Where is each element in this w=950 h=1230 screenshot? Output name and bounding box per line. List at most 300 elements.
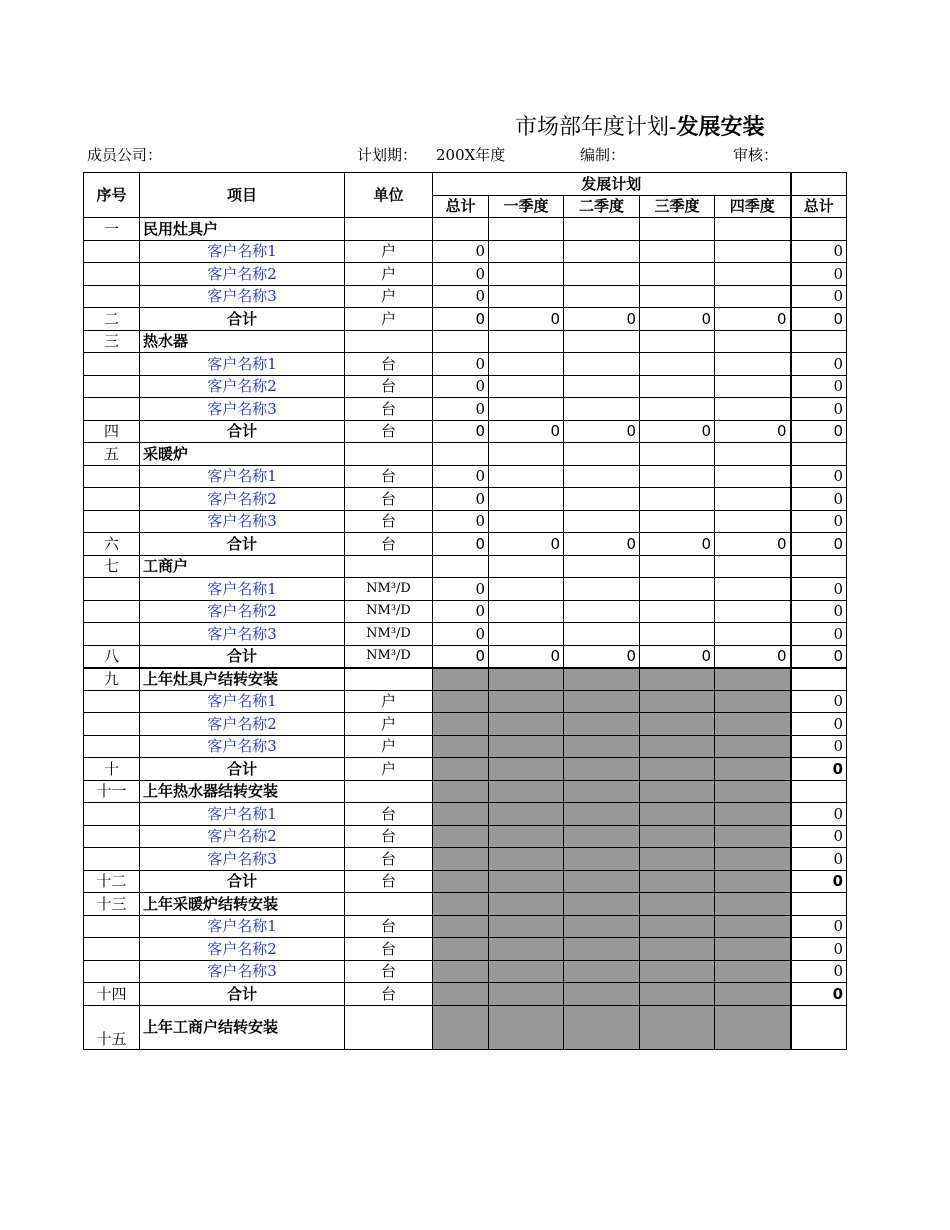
header-total: 总计 bbox=[433, 195, 489, 218]
sum-row bbox=[84, 645, 847, 668]
unit-cell: 台 bbox=[345, 488, 433, 511]
seq-cell bbox=[84, 263, 140, 286]
plan-cell-q4 bbox=[715, 848, 791, 871]
plan-cell-q3 bbox=[640, 735, 715, 758]
category-name: 上年采暖炉结转安装 bbox=[140, 893, 345, 916]
plan-cell-q2 bbox=[564, 803, 640, 826]
customer-row bbox=[84, 825, 847, 848]
customer-name: 客户名称1 bbox=[140, 353, 345, 376]
right-total-cell: 0 bbox=[791, 623, 847, 646]
plan-cell-total: 0 bbox=[433, 600, 489, 623]
plan-cell-q4 bbox=[715, 375, 791, 398]
right-total-cell: 0 bbox=[791, 353, 847, 376]
sum-row bbox=[84, 308, 847, 331]
customer-row bbox=[84, 465, 847, 488]
sum-cell-q1: 0 bbox=[489, 645, 564, 668]
plan-cell-q4 bbox=[715, 825, 791, 848]
sum-cell-q3: 0 bbox=[640, 533, 715, 556]
customer-row bbox=[84, 510, 847, 533]
sum-right-total: 0 bbox=[791, 983, 847, 1006]
sum-cell-q2 bbox=[564, 758, 640, 781]
customer-name: 客户名称3 bbox=[140, 285, 345, 308]
plan-cell-total bbox=[433, 690, 489, 713]
plan-cell-q3 bbox=[640, 825, 715, 848]
unit-cell bbox=[345, 780, 433, 803]
plan-cell-total bbox=[433, 330, 489, 353]
plan-cell-q2 bbox=[564, 938, 640, 961]
seq-cell: 四 bbox=[84, 420, 140, 443]
unit-cell: 台 bbox=[345, 510, 433, 533]
header-q4: 四季度 bbox=[715, 195, 791, 218]
plan-cell-q4 bbox=[715, 1005, 791, 1049]
plan-cell-total: 0 bbox=[433, 375, 489, 398]
plan-cell-q2 bbox=[564, 443, 640, 466]
unit-cell: 户 bbox=[345, 308, 433, 331]
plan-cell-q4 bbox=[715, 803, 791, 826]
customer-name: 客户名称2 bbox=[140, 600, 345, 623]
customer-row bbox=[84, 848, 847, 871]
sum-label: 合计 bbox=[140, 870, 345, 893]
plan-cell-q3 bbox=[640, 960, 715, 983]
header-q3: 三季度 bbox=[640, 195, 715, 218]
unit-cell: 台 bbox=[345, 960, 433, 983]
customer-name: 客户名称1 bbox=[140, 803, 345, 826]
customer-name: 客户名称2 bbox=[140, 375, 345, 398]
plan-cell-q3 bbox=[640, 938, 715, 961]
header-plan-group: 发展计划 bbox=[433, 173, 791, 196]
plan-cell-q1 bbox=[489, 353, 564, 376]
customer-name: 客户名称1 bbox=[140, 465, 345, 488]
plan-cell-q2 bbox=[564, 735, 640, 758]
plan-cell-total bbox=[433, 218, 489, 241]
header-total-2: 总计 bbox=[791, 195, 847, 218]
header-q2: 二季度 bbox=[564, 195, 640, 218]
plan-cell-q3 bbox=[640, 578, 715, 601]
sum-right-total: 0 bbox=[791, 308, 847, 331]
sum-label: 合计 bbox=[140, 420, 345, 443]
right-total-cell: 0 bbox=[791, 735, 847, 758]
sum-right-total: 0 bbox=[791, 870, 847, 893]
plan-cell-q4 bbox=[715, 690, 791, 713]
plan-cell-q1 bbox=[489, 510, 564, 533]
plan-cell-q3 bbox=[640, 780, 715, 803]
plan-cell-q3 bbox=[640, 803, 715, 826]
plan-cell-total bbox=[433, 848, 489, 871]
sum-cell-q3: 0 bbox=[640, 645, 715, 668]
plan-cell-q2 bbox=[564, 623, 640, 646]
plan-cell-q3 bbox=[640, 848, 715, 871]
seq-cell: 九 bbox=[84, 668, 140, 691]
sum-cell-total bbox=[433, 870, 489, 893]
unit-cell bbox=[345, 668, 433, 691]
sum-cell-q1: 0 bbox=[489, 533, 564, 556]
period-value: 200X年度 bbox=[436, 146, 506, 164]
plan-cell-q3 bbox=[640, 555, 715, 578]
customer-row bbox=[84, 375, 847, 398]
right-total-cell bbox=[791, 443, 847, 466]
seq-cell bbox=[84, 398, 140, 421]
plan-cell-q4 bbox=[715, 443, 791, 466]
unit-cell: 户 bbox=[345, 758, 433, 781]
plan-cell-q4 bbox=[715, 240, 791, 263]
sum-row bbox=[84, 420, 847, 443]
category-name: 工商户 bbox=[140, 555, 345, 578]
plan-cell-q4 bbox=[715, 600, 791, 623]
plan-cell-total bbox=[433, 960, 489, 983]
sum-cell-q3 bbox=[640, 870, 715, 893]
plan-cell-q3 bbox=[640, 623, 715, 646]
header-item: 项目 bbox=[140, 173, 345, 218]
sum-cell-q4: 0 bbox=[715, 308, 791, 331]
sum-cell-q4: 0 bbox=[715, 420, 791, 443]
sum-cell-total: 0 bbox=[433, 645, 489, 668]
seq-cell: 八 bbox=[84, 645, 140, 668]
unit-cell: NM³/D bbox=[345, 645, 433, 668]
seq-cell bbox=[84, 375, 140, 398]
plan-cell-q1 bbox=[489, 915, 564, 938]
plan-cell-q1 bbox=[489, 960, 564, 983]
sum-row bbox=[84, 533, 847, 556]
unit-cell: 户 bbox=[345, 690, 433, 713]
plan-cell-q3 bbox=[640, 443, 715, 466]
plan-cell-q1 bbox=[489, 825, 564, 848]
customer-name: 客户名称1 bbox=[140, 690, 345, 713]
seq-cell: 七 bbox=[84, 555, 140, 578]
sum-cell-q3 bbox=[640, 983, 715, 1006]
right-total-cell bbox=[791, 668, 847, 691]
header-row-1 bbox=[84, 173, 847, 196]
plan-cell-q2 bbox=[564, 285, 640, 308]
plan-cell-q2 bbox=[564, 668, 640, 691]
customer-name: 客户名称2 bbox=[140, 488, 345, 511]
company-label: 成员公司： bbox=[87, 146, 163, 164]
seq-cell: 十 bbox=[84, 758, 140, 781]
plan-cell-total: 0 bbox=[433, 353, 489, 376]
category-row bbox=[84, 443, 847, 466]
seq-cell bbox=[84, 510, 140, 533]
sum-cell-total: 0 bbox=[433, 533, 489, 556]
sum-cell-total bbox=[433, 983, 489, 1006]
plan-table bbox=[83, 172, 847, 1050]
plan-cell-q4 bbox=[715, 713, 791, 736]
unit-cell: 户 bbox=[345, 285, 433, 308]
plan-cell-q1 bbox=[489, 780, 564, 803]
plan-cell-q1 bbox=[489, 623, 564, 646]
plan-cell-q4 bbox=[715, 263, 791, 286]
plan-cell-q1 bbox=[489, 690, 564, 713]
plan-cell-q2 bbox=[564, 555, 640, 578]
right-total-cell: 0 bbox=[791, 960, 847, 983]
unit-cell: 台 bbox=[345, 353, 433, 376]
seq-cell bbox=[84, 578, 140, 601]
customer-row bbox=[84, 600, 847, 623]
sum-cell-q3 bbox=[640, 758, 715, 781]
plan-cell-q1 bbox=[489, 578, 564, 601]
right-total-cell bbox=[791, 893, 847, 916]
customer-name: 客户名称2 bbox=[140, 938, 345, 961]
sum-cell-q1: 0 bbox=[489, 308, 564, 331]
plan-cell-q3 bbox=[640, 465, 715, 488]
plan-cell-q2 bbox=[564, 218, 640, 241]
unit-cell: 户 bbox=[345, 240, 433, 263]
seq-cell: 二 bbox=[84, 308, 140, 331]
plan-cell-q4 bbox=[715, 893, 791, 916]
right-total-cell: 0 bbox=[791, 848, 847, 871]
plan-cell-q3 bbox=[640, 713, 715, 736]
plan-cell-q4 bbox=[715, 623, 791, 646]
plan-cell-q1 bbox=[489, 848, 564, 871]
unit-cell: NM³/D bbox=[345, 578, 433, 601]
plan-cell-q2 bbox=[564, 353, 640, 376]
customer-row bbox=[84, 623, 847, 646]
plan-cell-q4 bbox=[715, 555, 791, 578]
seq-cell: 十二 bbox=[84, 870, 140, 893]
plan-cell-q2 bbox=[564, 600, 640, 623]
seq-cell bbox=[84, 353, 140, 376]
customer-row bbox=[84, 713, 847, 736]
unit-cell: 户 bbox=[345, 735, 433, 758]
plan-cell-q1 bbox=[489, 735, 564, 758]
plan-cell-q3 bbox=[640, 263, 715, 286]
plan-cell-q2 bbox=[564, 780, 640, 803]
sum-cell-q1 bbox=[489, 983, 564, 1006]
seq-cell bbox=[84, 623, 140, 646]
plan-cell-q1 bbox=[489, 668, 564, 691]
plan-cell-q1 bbox=[489, 285, 564, 308]
plan-cell-total: 0 bbox=[433, 240, 489, 263]
category-name: 上年灶具户结转安装 bbox=[140, 668, 345, 691]
plan-cell-q3 bbox=[640, 330, 715, 353]
plan-cell-q3 bbox=[640, 690, 715, 713]
plan-cell-q1 bbox=[489, 465, 564, 488]
seq-cell: 五 bbox=[84, 443, 140, 466]
unit-cell: NM³/D bbox=[345, 600, 433, 623]
customer-row bbox=[84, 285, 847, 308]
category-row bbox=[84, 893, 847, 916]
customer-name: 客户名称3 bbox=[140, 960, 345, 983]
plan-cell-q3 bbox=[640, 285, 715, 308]
plan-cell-total bbox=[433, 938, 489, 961]
seq-cell: 十四 bbox=[84, 983, 140, 1006]
seq-cell bbox=[84, 938, 140, 961]
plan-cell-q2 bbox=[564, 465, 640, 488]
unit-cell bbox=[345, 555, 433, 578]
sum-label: 合计 bbox=[140, 308, 345, 331]
sum-cell-q4 bbox=[715, 870, 791, 893]
sum-cell-q2: 0 bbox=[564, 308, 640, 331]
right-total-cell: 0 bbox=[791, 240, 847, 263]
sum-label: 合计 bbox=[140, 983, 345, 1006]
plan-cell-total: 0 bbox=[433, 578, 489, 601]
plan-cell-q1 bbox=[489, 713, 564, 736]
plan-cell-total: 0 bbox=[433, 510, 489, 533]
sum-cell-q4 bbox=[715, 758, 791, 781]
plan-cell-total: 0 bbox=[433, 398, 489, 421]
unit-cell: 台 bbox=[345, 533, 433, 556]
plan-cell-q1 bbox=[489, 488, 564, 511]
customer-name: 客户名称2 bbox=[140, 825, 345, 848]
customer-row bbox=[84, 938, 847, 961]
right-total-cell: 0 bbox=[791, 285, 847, 308]
plan-cell-q4 bbox=[715, 218, 791, 241]
unit-cell: NM³/D bbox=[345, 623, 433, 646]
seq-cell bbox=[84, 735, 140, 758]
customer-name: 客户名称3 bbox=[140, 398, 345, 421]
sum-cell-q4 bbox=[715, 983, 791, 1006]
sum-row bbox=[84, 983, 847, 1006]
customer-row bbox=[84, 915, 847, 938]
right-total-cell bbox=[791, 555, 847, 578]
plan-cell-q1 bbox=[489, 375, 564, 398]
unit-cell: 台 bbox=[345, 848, 433, 871]
category-row bbox=[84, 668, 847, 691]
unit-cell bbox=[345, 443, 433, 466]
plan-cell-q4 bbox=[715, 510, 791, 533]
customer-name: 客户名称1 bbox=[140, 915, 345, 938]
unit-cell bbox=[345, 1005, 433, 1049]
right-total-cell: 0 bbox=[791, 803, 847, 826]
seq-cell bbox=[84, 285, 140, 308]
plan-cell-q4 bbox=[715, 488, 791, 511]
plan-cell-q2 bbox=[564, 825, 640, 848]
customer-row bbox=[84, 240, 847, 263]
right-total-cell: 0 bbox=[791, 915, 847, 938]
plan-cell-total bbox=[433, 443, 489, 466]
customer-name: 客户名称3 bbox=[140, 848, 345, 871]
seq-cell bbox=[84, 713, 140, 736]
sum-label: 合计 bbox=[140, 758, 345, 781]
category-name: 上年热水器结转安装 bbox=[140, 780, 345, 803]
customer-row bbox=[84, 398, 847, 421]
right-total-cell: 0 bbox=[791, 578, 847, 601]
plan-cell-q1 bbox=[489, 330, 564, 353]
unit-cell: 台 bbox=[345, 915, 433, 938]
right-total-cell: 0 bbox=[791, 263, 847, 286]
right-total-cell bbox=[791, 780, 847, 803]
plan-cell-total: 0 bbox=[433, 623, 489, 646]
right-total-cell bbox=[791, 1005, 847, 1049]
plan-cell-q3 bbox=[640, 668, 715, 691]
plan-cell-q2 bbox=[564, 398, 640, 421]
right-total-cell: 0 bbox=[791, 398, 847, 421]
right-total-cell: 0 bbox=[791, 938, 847, 961]
plan-cell-q2 bbox=[564, 263, 640, 286]
unit-cell: 台 bbox=[345, 938, 433, 961]
category-row bbox=[84, 555, 847, 578]
customer-name: 客户名称3 bbox=[140, 623, 345, 646]
plan-cell-q1 bbox=[489, 893, 564, 916]
unit-cell bbox=[345, 330, 433, 353]
unit-cell bbox=[345, 893, 433, 916]
sum-right-total: 0 bbox=[791, 533, 847, 556]
seq-cell: 六 bbox=[84, 533, 140, 556]
plan-cell-q4 bbox=[715, 915, 791, 938]
sum-label: 合计 bbox=[140, 645, 345, 668]
customer-row bbox=[84, 690, 847, 713]
plan-cell-q2 bbox=[564, 713, 640, 736]
unit-cell: 台 bbox=[345, 375, 433, 398]
unit-cell: 台 bbox=[345, 398, 433, 421]
sum-cell-q3: 0 bbox=[640, 308, 715, 331]
customer-row bbox=[84, 263, 847, 286]
right-total-cell: 0 bbox=[791, 488, 847, 511]
title-normal: 市场部年度计划- bbox=[515, 115, 677, 140]
seq-cell bbox=[84, 690, 140, 713]
plan-cell-q2 bbox=[564, 510, 640, 533]
period-label: 计划期： bbox=[357, 146, 418, 164]
sum-cell-q2: 0 bbox=[564, 420, 640, 443]
plan-cell-q2 bbox=[564, 330, 640, 353]
plan-cell-total: 0 bbox=[433, 488, 489, 511]
plan-cell-q4 bbox=[715, 285, 791, 308]
unit-cell bbox=[345, 218, 433, 241]
customer-row bbox=[84, 578, 847, 601]
plan-cell-q4 bbox=[715, 960, 791, 983]
seq-cell: 十三 bbox=[84, 893, 140, 916]
sum-cell-total bbox=[433, 758, 489, 781]
seq-cell bbox=[84, 803, 140, 826]
plan-cell-q2 bbox=[564, 1005, 640, 1049]
plan-cell-q2 bbox=[564, 578, 640, 601]
right-total-cell: 0 bbox=[791, 825, 847, 848]
sum-cell-total: 0 bbox=[433, 420, 489, 443]
seq-cell: 十一 bbox=[84, 780, 140, 803]
plan-cell-q4 bbox=[715, 578, 791, 601]
plan-cell-q1 bbox=[489, 1005, 564, 1049]
plan-cell-total bbox=[433, 713, 489, 736]
plan-cell-q2 bbox=[564, 893, 640, 916]
plan-cell-q2 bbox=[564, 488, 640, 511]
plan-cell-q1 bbox=[489, 938, 564, 961]
customer-name: 客户名称1 bbox=[140, 240, 345, 263]
sum-right-total: 0 bbox=[791, 420, 847, 443]
right-total-cell: 0 bbox=[791, 510, 847, 533]
plan-cell-total: 0 bbox=[433, 285, 489, 308]
plan-cell-total bbox=[433, 780, 489, 803]
plan-cell-q1 bbox=[489, 263, 564, 286]
seq-cell bbox=[84, 825, 140, 848]
customer-row bbox=[84, 735, 847, 758]
plan-cell-q3 bbox=[640, 218, 715, 241]
plan-cell-q3 bbox=[640, 240, 715, 263]
customer-row bbox=[84, 960, 847, 983]
plan-cell-q3 bbox=[640, 915, 715, 938]
plan-cell-q1 bbox=[489, 218, 564, 241]
header-q1: 一季度 bbox=[489, 195, 564, 218]
sum-right-total: 0 bbox=[791, 645, 847, 668]
unit-cell: 台 bbox=[345, 465, 433, 488]
plan-cell-q1 bbox=[489, 398, 564, 421]
unit-cell: 台 bbox=[345, 420, 433, 443]
unit-cell: 台 bbox=[345, 983, 433, 1006]
plan-cell-q3 bbox=[640, 600, 715, 623]
sum-label: 合计 bbox=[140, 533, 345, 556]
customer-name: 客户名称2 bbox=[140, 713, 345, 736]
sum-cell-q2: 0 bbox=[564, 533, 640, 556]
plan-cell-q4 bbox=[715, 465, 791, 488]
sum-cell-q2 bbox=[564, 870, 640, 893]
sum-row bbox=[84, 870, 847, 893]
plan-cell-q2 bbox=[564, 375, 640, 398]
plan-cell-q3 bbox=[640, 510, 715, 533]
unit-cell: 户 bbox=[345, 263, 433, 286]
sum-cell-q3: 0 bbox=[640, 420, 715, 443]
plan-cell-q4 bbox=[715, 668, 791, 691]
unit-cell: 台 bbox=[345, 803, 433, 826]
sum-cell-q2 bbox=[564, 983, 640, 1006]
editor-label: 编制： bbox=[580, 146, 626, 164]
sum-cell-q1 bbox=[489, 758, 564, 781]
